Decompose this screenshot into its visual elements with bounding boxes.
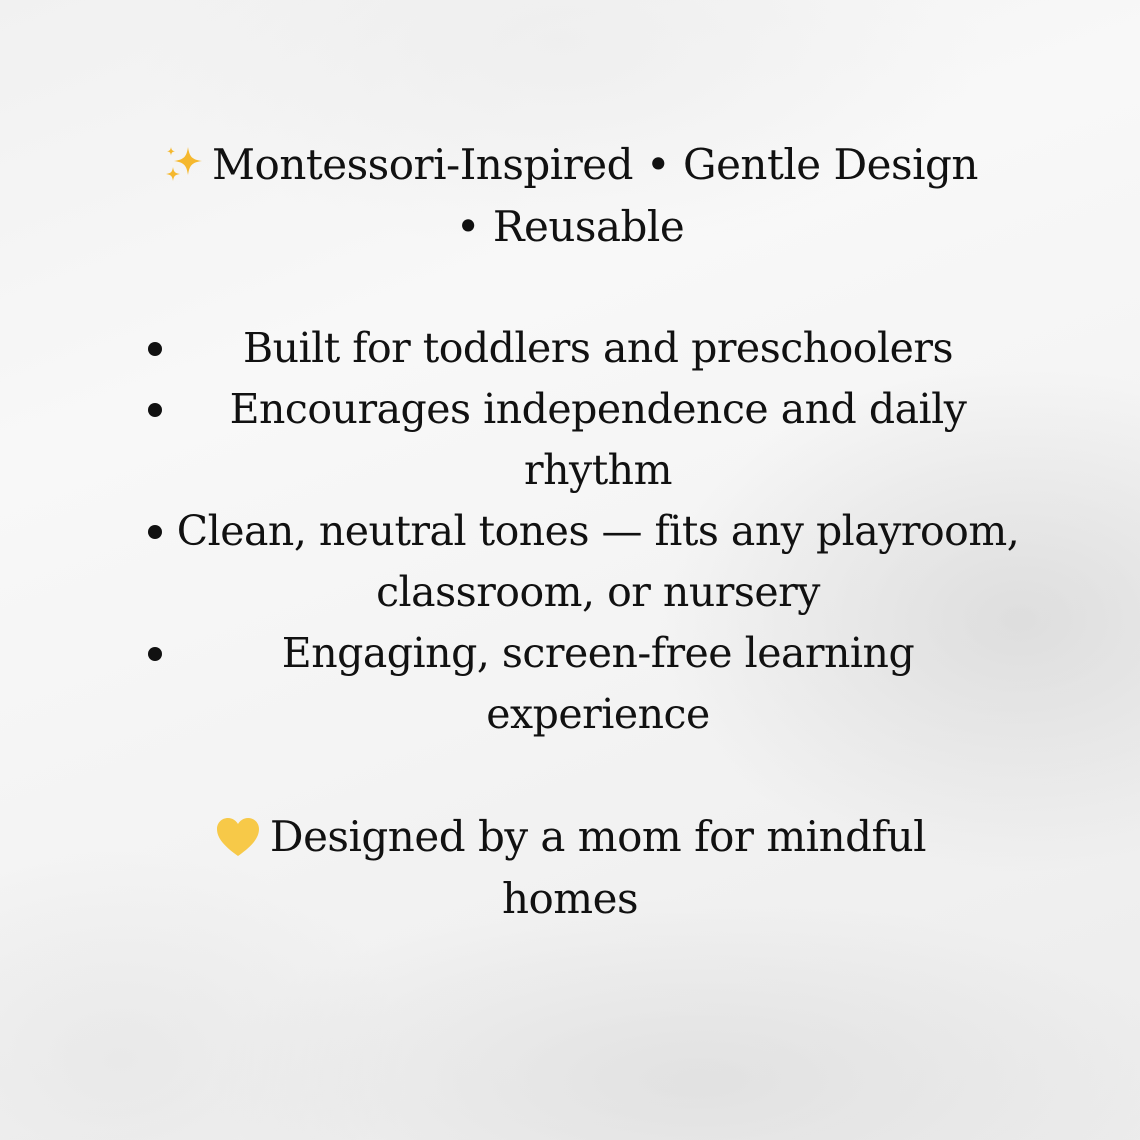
bullet-icon <box>140 318 176 379</box>
bullet-icon <box>140 623 176 684</box>
list-item <box>140 318 1030 379</box>
feature-text: Encourages independence and daily rhythm <box>229 385 967 494</box>
bullet-icon <box>140 379 176 440</box>
feature-text: Built for toddlers and preschoolers <box>243 324 953 372</box>
bullet-icon <box>140 501 176 562</box>
tagline-text: Designed by a mom for mindful homes <box>269 812 927 923</box>
list-item <box>140 501 1030 623</box>
heading-text: Montessori-Inspired • Gentle Design • Reusable <box>212 140 978 251</box>
heading <box>150 134 990 258</box>
feature-text: Clean, neutral tones — fits any playroom, classroom, or nursery <box>176 507 1020 616</box>
tagline <box>150 806 990 930</box>
list-item <box>140 379 1030 501</box>
yellow-heart-icon <box>214 815 262 859</box>
feature-list <box>140 318 1030 745</box>
feature-text: Engaging, screen-free learning experience <box>281 629 915 738</box>
sparkles-icon <box>162 143 206 187</box>
list-item <box>140 623 1030 745</box>
